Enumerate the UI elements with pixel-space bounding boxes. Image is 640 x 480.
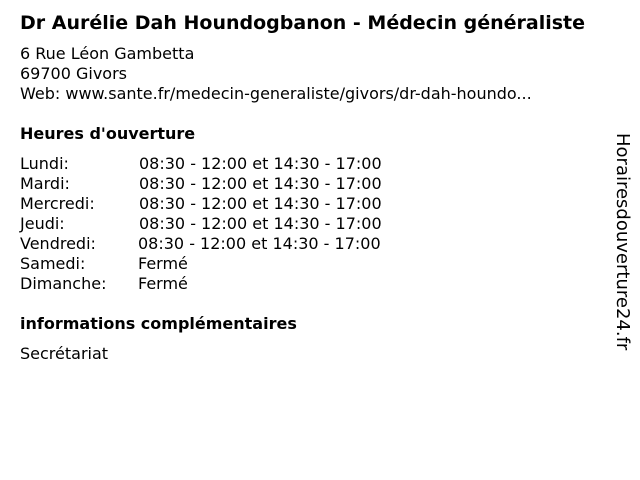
street-address: 6 Rue Léon Gambetta — [20, 44, 195, 63]
day-label: Jeudi: — [20, 214, 65, 233]
hours-heading: Heures d'ouverture — [20, 124, 196, 143]
hours-value: Fermé — [138, 254, 188, 273]
hours-value: Fermé — [138, 274, 188, 293]
website-link[interactable]: Web: www.sante.fr/medecin-generaliste/givors/dr-dah-houndo... — [20, 84, 532, 103]
info-heading: informations complémentaires — [20, 314, 297, 333]
hours-value: 08:30 - 12:00 et 14:30 - 17:00 — [139, 194, 382, 213]
info-text: Secrétariat — [20, 344, 109, 363]
city-address: 69700 Givors — [20, 64, 127, 83]
day-label: Dimanche: — [20, 274, 107, 293]
hours-value: 08:30 - 12:00 et 14:30 - 17:00 — [139, 214, 382, 233]
hours-value: 08:30 - 12:00 et 14:30 - 17:00 — [139, 154, 382, 173]
hours-value: 08:30 - 12:00 et 14:30 - 17:00 — [138, 234, 381, 253]
site-watermark: Horairesdouverture24.fr — [612, 133, 633, 351]
day-label: Mercredi: — [20, 194, 95, 213]
day-label: Vendredi: — [20, 234, 96, 253]
day-label: Mardi: — [20, 174, 70, 193]
hours-value: 08:30 - 12:00 et 14:30 - 17:00 — [139, 174, 382, 193]
day-label: Samedi: — [20, 254, 86, 273]
page-title: Dr Aurélie Dah Houndogbanon - Médecin généraliste — [20, 12, 585, 34]
day-label: Lundi: — [20, 154, 69, 173]
